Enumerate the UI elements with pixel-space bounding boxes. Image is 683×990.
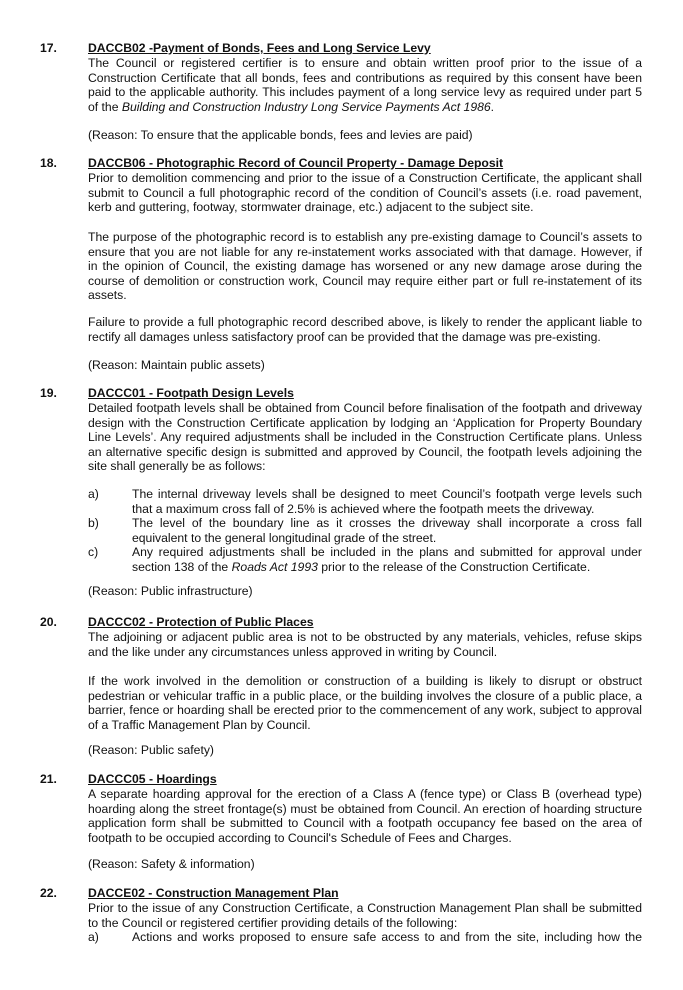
list-item-letter: c) [88, 545, 99, 559]
condition-paragraph [88, 315, 642, 344]
paragraph-line: ensure that you are not liable for any re-instatement works associated with that damage. However, if [88, 244, 642, 259]
list-item-letter: a) [88, 487, 99, 501]
act-title: Building and Construction Industry Long Service Payments Act 1986 [121, 99, 491, 114]
paragraph-line: Failure to provide a full photographic record described above, is likely to render the applicant liable to [88, 315, 642, 329]
condition-paragraph [88, 630, 642, 659]
condition-paragraph [88, 230, 642, 303]
paragraph-line: rectify all damages unless satisfactory proof can be provided that the damage was pre-existing. [88, 329, 601, 344]
list-item-line: The level of the boundary line as it crosses the driveway shall incorporate a cross fall [132, 516, 642, 530]
condition-paragraph [88, 401, 642, 474]
condition-number: 21. [40, 772, 57, 786]
paragraph-line: and the like under any circumstances unless approved in writing by Council. [88, 644, 498, 659]
paragraph-line: hoarding along the street frontage(s) must be obtained from Council. An erection of hoarding structure [88, 801, 642, 816]
list-item-line: The internal driveway levels shall be designed to meet Council’s footpath verge levels such [132, 487, 642, 501]
list-item-line: Actions and works proposed to ensure safe access to and from the site, including how the [132, 930, 642, 944]
list-item-line: that a maximum cross fall of 2.5% is achieved where the footpath meets the driveway. [132, 501, 595, 516]
condition-paragraph [88, 901, 642, 930]
condition-heading: DACCC02 - Protection of Public Places [88, 615, 314, 629]
paragraph-line: pedestrian or vehicular traffic in a public place, or the building involves the closure of a public place, a [88, 688, 642, 703]
condition-number: 19. [40, 386, 57, 400]
paragraph-line: of a Traffic Management Plan by Council. [88, 717, 311, 732]
list-item [132, 487, 642, 516]
condition-reason: (Reason: Safety & information) [88, 857, 255, 871]
paragraph-line: Prior to the issue of any Construction Certificate, a Construction Management Plan shall be submitted [88, 901, 642, 915]
condition-reason: (Reason: To ensure that the applicable bonds, fees and levies are paid) [88, 128, 473, 142]
list-item-line: equivalent to the general longitudinal grade of the street. [132, 530, 437, 545]
condition-number: 20. [40, 615, 57, 629]
condition-heading: DACCE02 - Construction Management Plan [88, 886, 339, 900]
paragraph-line: Prior to demolition commencing and prior to the issue of a Construction Certificate, the applicant shall [88, 171, 642, 185]
condition-paragraph [88, 56, 642, 114]
paragraph-line: If the work involved in the demolition or construction of a building is likely to disrupt or obstruct [88, 674, 642, 688]
paragraph-line: course of demolition or construction work, Council may require either part or full re-instatement of its [88, 273, 642, 288]
act-title: Roads Act 1993 [231, 559, 318, 574]
list-item-letter: b) [88, 516, 99, 530]
condition-reason: (Reason: Maintain public assets) [88, 358, 265, 372]
paragraph-line: assets. [88, 288, 127, 303]
paragraph-line: application form shall be submitted to Council with a footpath occupancy fee based on the area of [88, 816, 642, 831]
list-item [132, 545, 642, 574]
list-item-letter: a) [88, 930, 99, 944]
list-item-line: section 138 of the Roads Act 1993 prior to the release of the Construction Certificate. [132, 559, 591, 574]
paragraph-line: A separate hoarding approval for the erection of a Class A (fence type) or Class B (overhead type) [88, 787, 642, 801]
list-item-line: Any required adjustments shall be included in the plans and submitted for approval under [132, 545, 642, 559]
paragraph-line: an alternative specific design is submitted and approved by Council, the footpath levels adjoining the [88, 444, 642, 459]
paragraph-line: The adjoining or adjacent public area is not to be obstructed by any materials, vehicles, refuse skips [88, 630, 642, 644]
paragraph-line: paid to the applicable authority. This includes payment of a long service levy as required under part 5 [88, 85, 642, 100]
list-item [132, 516, 642, 545]
paragraph-line: to the Council or registered certifier providing details of the following: [88, 915, 458, 930]
condition-paragraph [88, 674, 642, 732]
condition-heading: DACCC05 - Hoardings [88, 772, 217, 786]
paragraph-line: kerb and guttering, footway, stormwater drainage, etc.) adjacent to the subject site. [88, 200, 534, 215]
condition-number: 17. [40, 41, 57, 55]
paragraph-line: design with the Construction Certificate application by lodging an ‘Application for Property Boundary [88, 415, 642, 430]
paragraph-line: Construction Certificate that all bonds, fees and contributions as required by this consent have been [88, 70, 642, 85]
paragraph-line: The purpose of the photographic record is to establish any pre-existing damage to Council’s assets to [88, 230, 642, 244]
condition-heading: DACCB02 -Payment of Bonds, Fees and Long Service Levy [88, 41, 431, 55]
paragraph-line: The Council or registered certifier is to ensure and obtain written proof prior to the issue of a [88, 56, 642, 70]
condition-number: 18. [40, 156, 57, 170]
condition-paragraph [88, 787, 642, 845]
condition-number: 22. [40, 886, 57, 900]
condition-reason: (Reason: Public infrastructure) [88, 584, 253, 598]
paragraph-line: footpath to be occupied according to Council's Schedule of Fees and Charges. [88, 830, 512, 845]
list-item [132, 930, 642, 945]
paragraph-line: barrier, fence or hoarding shall be erected prior to the commencement of any work, subject to approval [88, 703, 642, 718]
condition-heading: DACCB06 - Photographic Record of Council Property - Damage Deposit [88, 156, 504, 170]
condition-reason: (Reason: Public safety) [88, 743, 214, 757]
paragraph-line: Detailed footpath levels shall be obtained from Council before finalisation of the footpath and driveway [88, 401, 642, 415]
paragraph-line: in the opinion of Council, the existing damage has worsened or any new damage arose during the [88, 259, 642, 274]
condition-heading: DACCC01 - Footpath Design Levels [88, 386, 294, 400]
paragraph-line: submit to Council a full photographic record of the condition of Council’s assets (i.e. road pavement, [88, 185, 642, 200]
condition-paragraph [88, 171, 642, 215]
paragraph-line: of the Building and Construction Industry Long Service Payments Act 1986. [88, 99, 495, 114]
paragraph-line: site shall generally be as follows: [88, 459, 266, 474]
paragraph-line: Line Levels’. Any required adjustments shall be included in the Construction Certificate plans. Unless [88, 430, 642, 445]
